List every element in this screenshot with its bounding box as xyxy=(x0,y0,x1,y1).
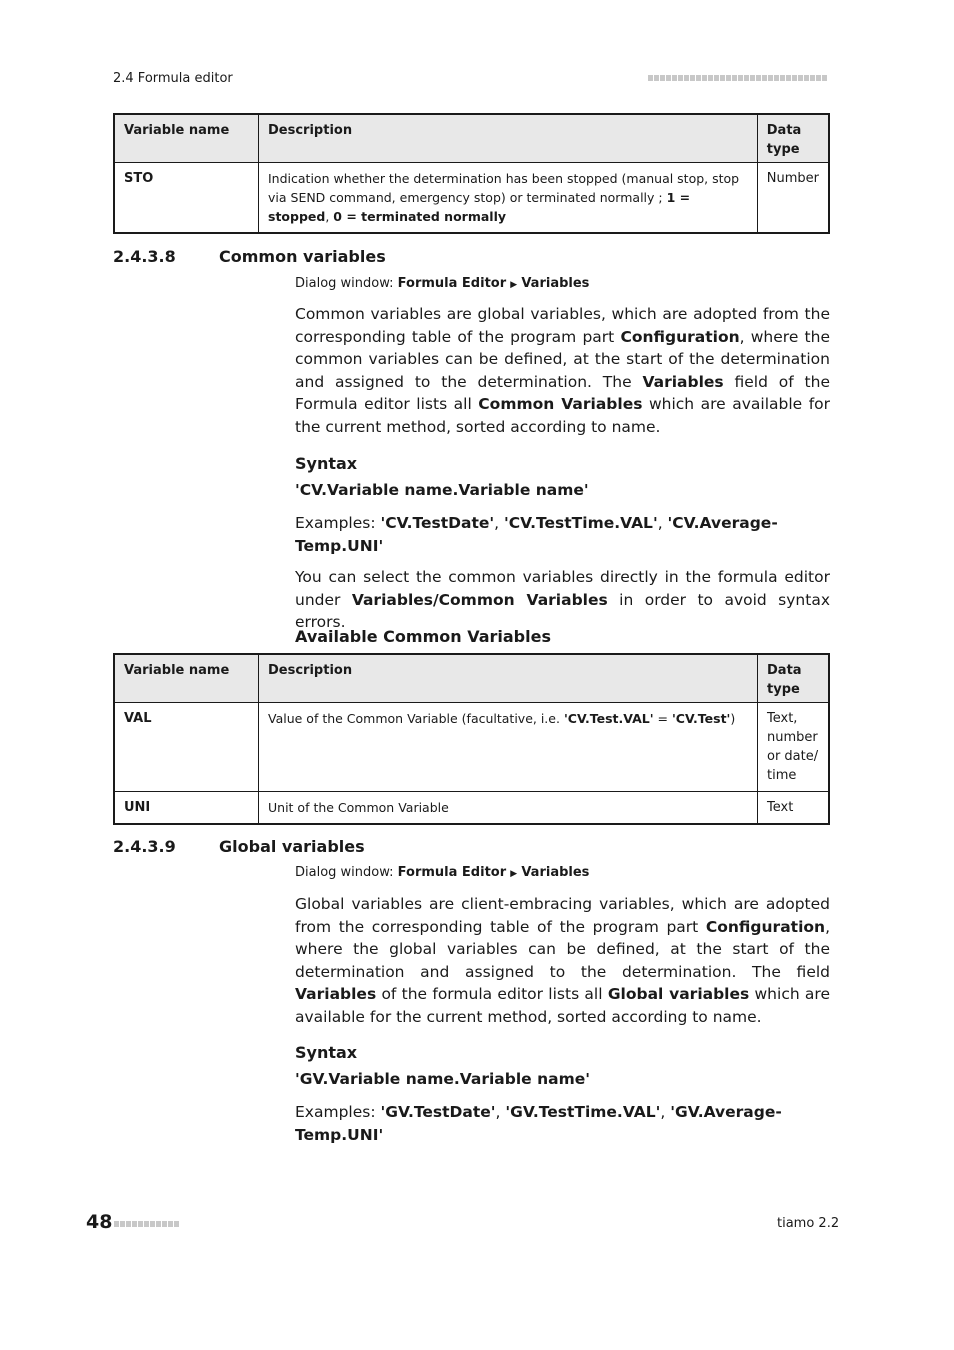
description-text: Indication whether the determination has been stopped (manual stop, stop via SEND command, emergency stop) or terminated normally ; xyxy=(268,171,740,205)
footer-decoration-squares xyxy=(114,1221,179,1227)
paragraph-bold-text: Configuration xyxy=(705,917,826,936)
example-code: 'CV.AverageTemp.UNI' xyxy=(295,514,778,555)
data-type-cell: Text, number or date/ time xyxy=(758,703,830,792)
section-title: Common variables xyxy=(219,247,386,266)
dialog-path-part: Variables xyxy=(521,865,590,880)
syntax-heading: Syntax xyxy=(295,1043,358,1062)
example-code: 'CV.TestDate' xyxy=(380,514,495,532)
section-number: 2.4.3.9 xyxy=(113,837,176,856)
footer-product: tiamo 2.2 xyxy=(777,1216,840,1231)
column-header-variable-name: Variable name xyxy=(114,114,259,163)
description-text: Unit of the Common Variable xyxy=(268,800,449,815)
description-cell xyxy=(259,163,758,234)
paragraph-bold-text: Configuration xyxy=(620,327,740,346)
table-row xyxy=(114,703,829,792)
description-text: ) xyxy=(730,711,736,726)
description-text: = xyxy=(653,711,672,726)
dialog-path-part: Formula Editor xyxy=(397,276,507,291)
table-header-row xyxy=(114,114,829,163)
example-code: 'GV.TestDate' xyxy=(380,1103,496,1121)
paragraph-text: You can select the common variables directly in the formula editor under xyxy=(295,568,830,609)
column-header-data-type: Data type xyxy=(758,654,830,703)
triangle-arrow-icon: ▶ xyxy=(510,869,518,879)
common-variables-selection-note xyxy=(295,566,830,634)
separator: , xyxy=(660,1103,671,1121)
examples-prefix: Examples: xyxy=(295,514,381,532)
table-heading: Available Common Variables xyxy=(295,627,551,646)
section-title: Global variables xyxy=(219,837,365,856)
header-decoration-squares xyxy=(648,75,827,81)
page-number: 48 xyxy=(86,1211,113,1233)
description-text: Value of the Common Variable (facultative, i.e. xyxy=(268,711,564,726)
variables-table-sto xyxy=(113,113,830,234)
running-header-section: 2.4 Formula editor xyxy=(113,71,233,86)
table-row xyxy=(114,163,829,234)
paragraph-bold-text: Variables xyxy=(295,985,377,1004)
example-code: 'GV.TestTime.VAL' xyxy=(505,1103,661,1121)
syntax-line: 'CV.Variable name.Variable name' xyxy=(295,481,589,499)
global-variables-description xyxy=(295,893,830,1029)
dialog-window-path xyxy=(295,276,589,291)
paragraph-text: field of the Formula editor lists all xyxy=(295,372,830,414)
dialog-prefix: Dialog window: xyxy=(295,276,398,291)
paragraph-bold-text: Variables/Common Variables xyxy=(351,590,608,609)
table-header-row xyxy=(114,654,829,703)
paragraph-bold-text: Variables xyxy=(642,372,724,391)
common-variables-table xyxy=(113,653,830,825)
dialog-path-part: Variables xyxy=(521,276,590,291)
example-code: 'GV.AverageTemp.UNI' xyxy=(295,1103,782,1144)
data-type-cell: Text xyxy=(758,792,830,825)
syntax-line: 'GV.Variable name.Variable name' xyxy=(295,1070,590,1088)
column-header-data-type: Data type xyxy=(757,114,829,163)
examples-line xyxy=(295,1101,830,1146)
description-bold-text: 0 = terminated normally xyxy=(333,209,506,224)
common-variables-description xyxy=(295,303,830,439)
paragraph-bold-text: Global variables xyxy=(607,985,750,1004)
paragraph-bold-text: Common Variables xyxy=(478,395,643,414)
examples-line xyxy=(295,512,830,557)
column-header-variable-name: Variable name xyxy=(114,654,259,703)
description-text: , xyxy=(325,209,334,224)
description-cell xyxy=(259,703,758,792)
paragraph-text: Common variables are global variables, which are adopted from the corresponding table of the program part xyxy=(295,305,830,346)
separator: , xyxy=(495,1103,506,1121)
paragraph-text: , where the global variables can be defined, at the start of the determination and assigned to the determination. The field xyxy=(295,917,830,981)
table-row xyxy=(114,792,829,825)
paragraph-text: Global variables are client-embracing variables, which are adopted from the corresponding table of the program part xyxy=(295,895,830,936)
paragraph-text: in order to avoid syntax errors. xyxy=(295,590,830,632)
column-header-description: Description xyxy=(259,654,758,703)
paragraph-text: which are available for the current method, sorted according to name. xyxy=(295,985,831,1026)
syntax-heading: Syntax xyxy=(295,454,358,473)
variable-name-cell: UNI xyxy=(114,792,259,825)
column-header-description: Description xyxy=(259,114,758,163)
section-number: 2.4.3.8 xyxy=(113,247,176,266)
description-bold-text: 'CV.Test.VAL' xyxy=(563,711,654,726)
paragraph-text: , where the common variables can be defined, at the start of the determination and assigned to the determination. The xyxy=(295,327,830,391)
description-cell xyxy=(259,792,758,825)
data-type-cell: Number xyxy=(757,163,829,234)
description-bold-text: 1 = stopped xyxy=(268,190,691,224)
paragraph-text: of the formula editor lists all xyxy=(376,985,608,1004)
dialog-prefix: Dialog window: xyxy=(295,865,398,880)
description-bold-text: 'CV.Test' xyxy=(671,711,731,726)
paragraph-text: which are available for the current method, sorted according to name. xyxy=(295,395,831,436)
variable-name-cell: STO xyxy=(114,163,259,234)
dialog-window-path xyxy=(295,865,589,880)
separator: , xyxy=(494,514,505,532)
variable-name-cell: VAL xyxy=(114,703,259,792)
example-code: 'CV.TestTime.VAL' xyxy=(504,514,658,532)
triangle-arrow-icon: ▶ xyxy=(510,280,518,290)
separator: , xyxy=(657,514,668,532)
examples-prefix: Examples: xyxy=(295,1103,381,1121)
dialog-path-part: Formula Editor xyxy=(397,865,507,880)
